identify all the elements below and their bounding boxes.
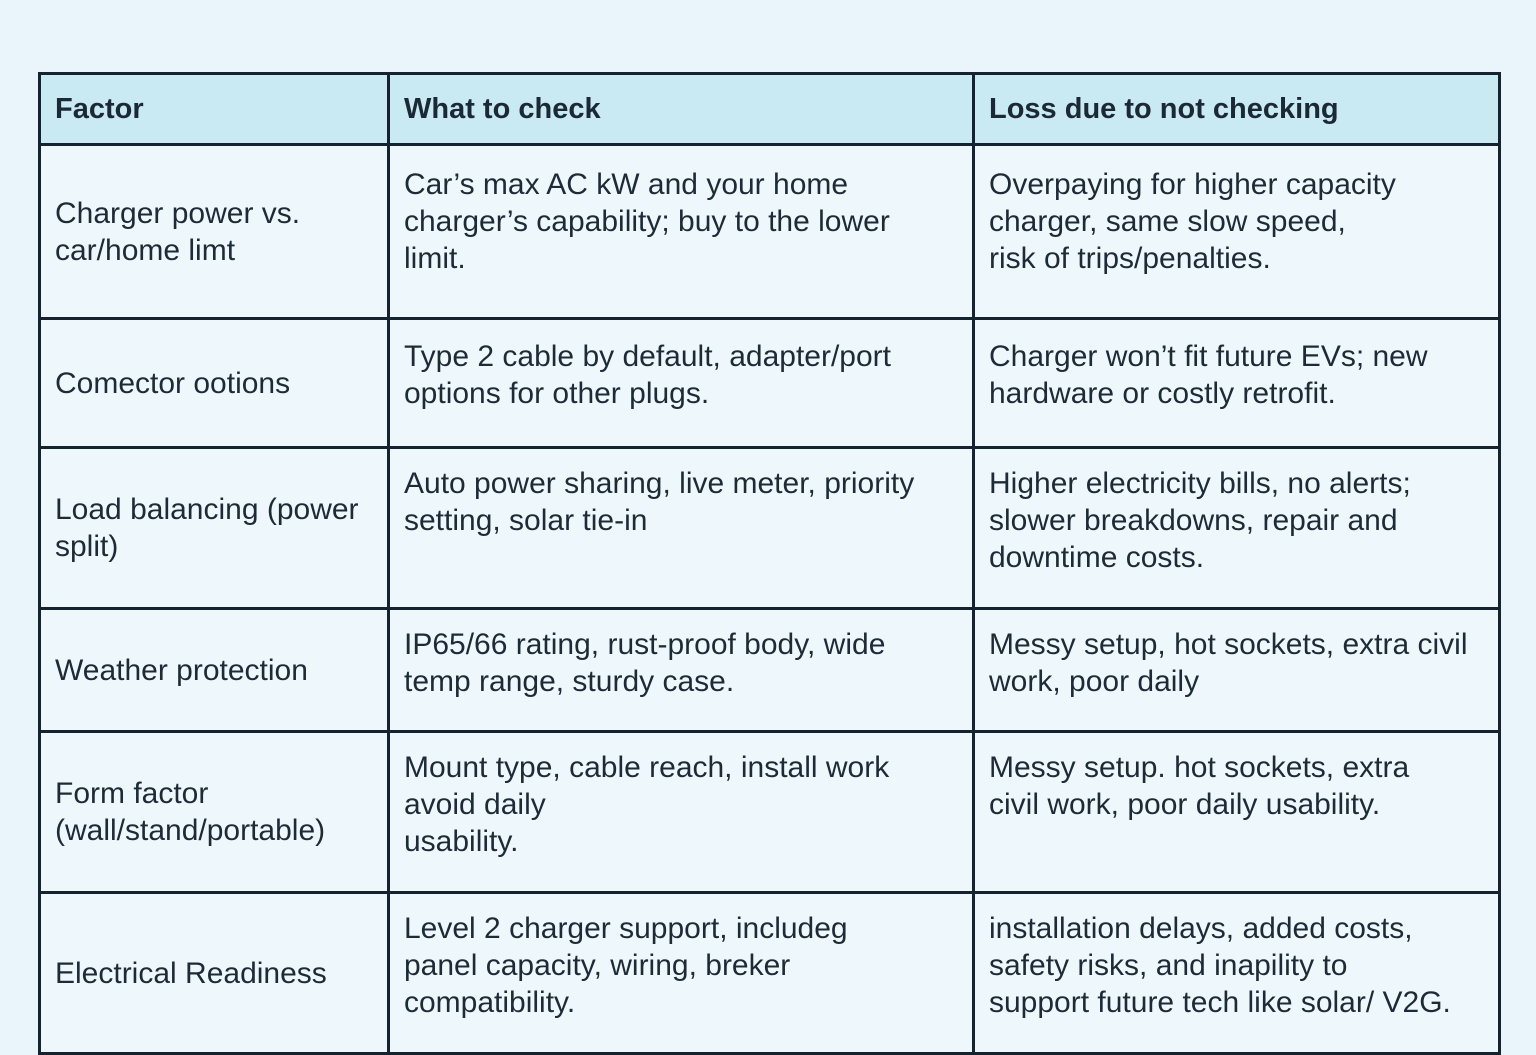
cell-text-line: Charger power vs.: [55, 196, 301, 230]
table-row: [40, 319, 1500, 448]
cell-text-line: Form factor: [55, 777, 209, 810]
cell-text-line: Auto power sharing, live meter, priority: [404, 467, 915, 500]
comparison-table-container: [38, 72, 1498, 1055]
cell-text-line: Mount type, cable reach, install work: [404, 751, 890, 784]
cell-text-line: charger, same slow speed,: [989, 205, 1346, 238]
cell-text-line: setting, solar tie-in: [404, 504, 648, 537]
charger-factors-table: [38, 72, 1501, 1055]
what-to-check-cell: [389, 448, 974, 609]
cell-text-line: support future tech like solar/ V2G.: [989, 986, 1451, 1019]
cell-text-line: options for other plugs.: [404, 377, 710, 410]
factor-cell: [40, 448, 389, 609]
what-to-check-cell: [389, 609, 974, 732]
table-header-row: [40, 74, 1500, 145]
what-to-check-cell: [389, 732, 974, 893]
loss-cell: [974, 145, 1500, 319]
cell-text-line: IP65/66 rating, rust-proof body, wide: [404, 628, 886, 661]
cell-text-line: Car’s max AC kW and your home: [404, 168, 849, 201]
cell-text-line: compatibility.: [404, 986, 576, 1019]
cell-text-line: hardware or costly retrofit.: [989, 377, 1336, 410]
cell-text-line: safety risks, and inapility to: [989, 949, 1348, 982]
cell-text-line: panel capacity, wiring, breker: [404, 949, 791, 982]
loss-cell: [974, 893, 1500, 1054]
header-loss: Loss due to not checking: [974, 74, 1500, 145]
cell-text-line: Comector ootions: [55, 366, 291, 400]
table-row: [40, 893, 1500, 1054]
what-to-check-cell: [389, 145, 974, 319]
loss-cell: [974, 448, 1500, 609]
table-row: [40, 448, 1500, 609]
cell-text-line: Load balancing (power: [55, 493, 359, 526]
header-what-to-check: What to check: [389, 74, 974, 145]
cell-text-line: civil work, poor daily usability.: [989, 788, 1381, 821]
factor-cell: [40, 145, 389, 319]
cell-text-line: usability.: [404, 825, 519, 858]
factor-cell: [40, 319, 389, 448]
cell-text-line: downtime costs.: [989, 541, 1205, 574]
cell-text-line: Type 2 cable by default, adapter/port: [404, 340, 891, 373]
what-to-check-cell: [389, 893, 974, 1054]
cell-text-line: Charger won’t fit future EVs; new: [989, 340, 1428, 373]
cell-text-line: work, poor daily: [989, 665, 1200, 698]
table-body: [40, 145, 1500, 1054]
table-row: [40, 145, 1500, 319]
factor-cell: [40, 893, 389, 1054]
cell-text-line: avoid daily: [404, 788, 546, 821]
cell-text-line: split): [55, 530, 119, 563]
cell-text-line: Higher electricity bills, no alerts;: [989, 467, 1411, 500]
loss-cell: [974, 732, 1500, 893]
cell-text-line: charger’s capability; buy to the lower: [404, 205, 890, 238]
loss-cell: [974, 609, 1500, 732]
cell-text-line: temp range, sturdy case.: [404, 665, 735, 698]
header-factor: Factor: [40, 74, 389, 145]
what-to-check-cell: [389, 319, 974, 448]
cell-text-line: (wall/stand/portable): [55, 814, 326, 847]
factor-cell: [40, 732, 389, 893]
table-row: [40, 609, 1500, 732]
cell-text-line: Messy setup. hot sockets, extra: [989, 751, 1410, 784]
cell-text-line: Overpaying for higher capacity: [989, 168, 1396, 201]
cell-text-line: risk of trips/penalties.: [989, 242, 1271, 275]
cell-text-line: installation delays, added costs,: [989, 912, 1413, 945]
cell-text-line: limit.: [404, 242, 466, 275]
loss-cell: [974, 319, 1500, 448]
factor-cell: [40, 609, 389, 732]
cell-text-line: car/home limt: [55, 233, 236, 267]
cell-text-line: Electrical Readiness: [55, 956, 327, 990]
cell-text-line: Messy setup, hot sockets, extra civil: [989, 628, 1468, 661]
cell-text-line: Weather protection: [55, 653, 308, 687]
cell-text-line: slower breakdowns, repair and: [989, 504, 1398, 537]
table-row: [40, 732, 1500, 893]
cell-text-line: Level 2 charger support, includeg: [404, 912, 848, 945]
